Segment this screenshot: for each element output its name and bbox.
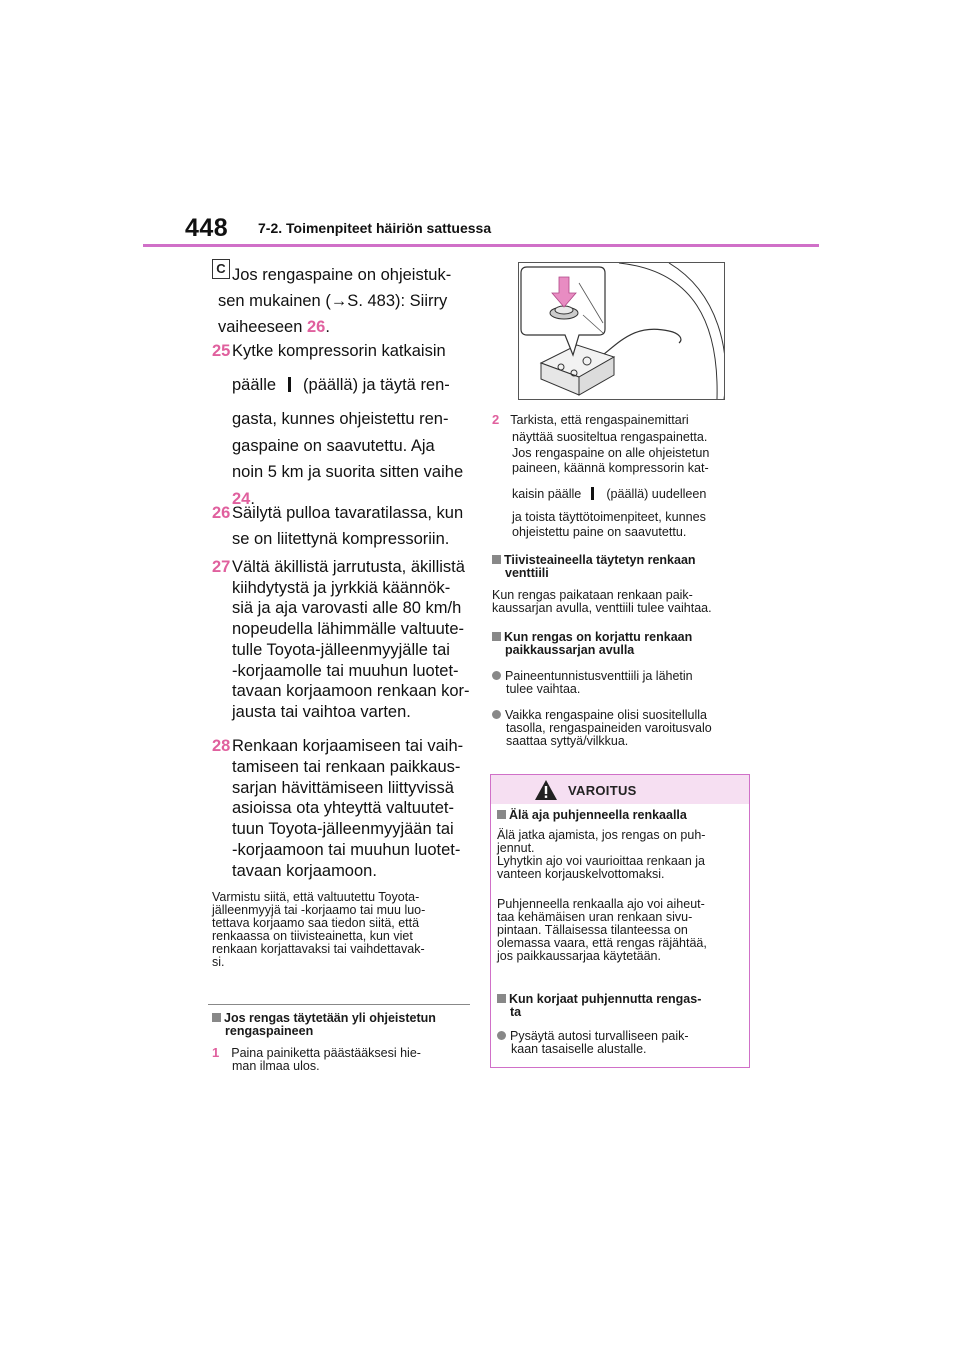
round-bullet-icon [497,1031,506,1040]
valve-text [492,589,754,615]
note-line: jälleenmyyjä tai -korjaamo tai muu luo- [212,903,426,917]
step-25-line: Kytke kompressorin katkaisin [232,342,446,360]
note-line: Varmistu siitä, että valtuutettu Toyota- [212,890,420,904]
step-25-rest-line: gasta, kunnes ohjeistettu ren- [232,410,449,428]
warning-line: vanteen korjauskelvottomaksi. [497,867,665,881]
step-25-rest-line: noin 5 km ja suorita sitten vaihe [232,463,464,481]
warning-line: taa kehämäisen uran renkaan sivu- [497,910,693,924]
round-bullet-icon [492,671,501,680]
warning-heading-1 [497,809,747,822]
square-bullet-icon [492,632,501,641]
step-27-line: siä ja aja varovasti alle 80 km/h [232,599,462,618]
step-25-number: 25 [212,342,231,360]
c-line-2 [218,288,472,314]
square-bullet-icon [497,994,506,1003]
warning-line: Älä jatka ajamista, jos rengas on puh- [497,828,706,842]
warning-paragraph-2 [497,898,749,963]
warning-paragraph-1 [497,829,749,881]
warning-triangle-icon [534,779,558,801]
step-26-number: 26 [212,504,231,522]
repaired-item-line: tulee vaihtaa. [506,682,581,696]
step-26-line: Säilytä pulloa tavaratilassa, kun [232,504,464,522]
warning-heading-1-text: Älä aja puhjenneella renkaalla [509,808,687,822]
step-28-number: 28 [212,737,231,755]
c-line-3 [218,314,472,340]
step-27-line: kiihdytystä ja jyrkkiä käännök- [232,578,451,597]
step-label-c: C [212,259,230,279]
warning-line: jennut. [497,841,535,855]
square-bullet-icon [492,555,501,564]
step-27-line: tavaan korjaamoon renkaan kor- [232,682,470,701]
repaired-item-2 [492,709,754,748]
step-28-line: asioissa ota yhteyttä valtuutet- [232,799,454,818]
note-line: renkaan korjattavaksi tai vaihdettavak- [212,942,425,956]
substep-2-line-5a: kaisin päälle [512,487,582,501]
compressor-drawing [519,263,724,399]
warning-line: jos paikkaussarjaa käytetään. [497,949,661,963]
compressor-illustration [518,262,725,400]
step-27-line: tulle Toyota-jälleenmyyjälle tai [232,640,450,659]
substep-2-line: Tarkista, että rengaspainemittari [510,413,689,427]
substep-2-line: paineen, käännä kompressorin kat- [512,461,709,475]
substep-1-number: 1 [212,1045,220,1060]
valve-heading [492,554,754,580]
valve-text-line: Kun rengas paikataan renkaan paik- [492,588,693,602]
step-27-line: -korjaamolle tai muuhun luotet- [232,661,459,680]
note-line: tettava korjaamo saa tiedon siitä, että [212,916,420,930]
c-end: . [325,318,330,336]
substep-2-line-5b: (päällä) uudelleen [606,487,707,501]
step-25-rest-line: gaspaine on saavutettu. Aja [232,436,435,455]
step-28-line: Renkaan korjaamiseen tai vaih- [232,737,464,755]
step-25-text [232,338,472,364]
step-25-rest [232,406,482,512]
switch-on-icon [591,487,594,500]
overinflation-heading-line: rengaspaineen [225,1024,314,1038]
section-divider [208,1004,470,1005]
step-27-number: 27 [212,558,231,576]
c-line-2-text: sen mukainen (→S. 483): Siirry [218,292,448,310]
substep-2-line: näyttää suositeltua rengaspainetta. [512,430,708,444]
step-28-text [232,733,482,882]
note-line: renkaassa on tiivisteainetta, kun viet [212,929,413,943]
repaired-heading [492,631,754,657]
note-paragraph [212,891,474,969]
step-28-line: -korjaamoon tai muuhun luotet- [232,840,461,859]
substep-2-line-5 [492,486,754,502]
substep-2-line: ohjeistettu paine on saavutettu. [512,525,687,539]
step-26-line: se on liitettynä kompressoriin. [232,530,450,548]
valve-text-line: kaussarjan avulla, venttiili tulee vaihtaa. [492,601,712,615]
c-line-3-text: vaiheeseen [218,318,303,336]
warning-line: Puhjenneella renkaalla ajo voi aiheut- [497,897,705,911]
step-27-line: Vältä äkillistä jarrutusta, äkillistä [232,558,465,576]
valve-heading-line: venttiili [505,566,549,580]
repaired-heading-line: paikkaussarjan avulla [505,643,635,657]
step-25-end: . [250,489,255,508]
valve-heading-line: Tiivisteaineella täytetyn renkaan [504,553,696,567]
step-28-line: sarjan hävittämiseen liittyvissä [232,778,454,797]
step-27-line: jausta tai vaihtoa varten. [232,702,411,721]
substep-2 [492,411,754,540]
note-line: si. [212,955,225,969]
overinflation-heading [212,1012,474,1038]
step-25-line-2 [232,372,472,398]
substep-2-line: ja toista täyttötoimenpiteet, kunnes [512,510,706,524]
warning-line: olemassa vaara, että rengas räjähtää, [497,936,707,950]
warning-item-line: Pysäytä autosi turvalliseen paik- [510,1029,689,1043]
warning-title: VAROITUS [568,783,637,798]
c-line-1: Jos rengaspaine on ohjeistuk- [232,266,452,284]
step-25-line-2b: (päällä) ja täytä ren- [303,376,450,394]
warning-item [497,1030,749,1056]
substep-2-number: 2 [492,412,500,427]
repaired-item-line: tasolla, rengaspaineiden varoitusvalo [506,721,712,735]
substep-2-line: Jos rengaspaine on alle ohjeistetun [512,446,710,460]
warning-item-line: kaan tasaiselle alustalle. [511,1042,647,1056]
repaired-item-line: Paineentunnistusventtiili ja lähetin [505,669,693,683]
step-25-ref: 24 [232,489,251,508]
repaired-heading-line: Kun rengas on korjattu renkaan [504,630,693,644]
substep-1 [212,1046,474,1073]
c-paragraph [218,262,472,340]
round-bullet-icon [492,710,501,719]
substep-1-line: man ilmaa ulos. [232,1059,320,1073]
section-title: 7-2. Toimenpiteet häiriön sattuessa [258,220,492,236]
repaired-item-1 [492,670,754,696]
step-25-line-2a: päälle [232,376,277,394]
step-26-text [232,500,472,552]
square-bullet-icon [212,1013,221,1022]
substep-1-line: Paina painiketta päästääksesi hie- [231,1046,421,1060]
step-27-line: nopeudella lähimmälle valtuute- [232,620,465,639]
warning-heading-2-line: Kun korjaat puhjennutta rengas- [509,992,702,1006]
switch-on-icon [288,377,291,392]
overinflation-heading-line: Jos rengas täytetään yli ohjeistetun [224,1011,436,1025]
page-number: 448 [185,214,229,242]
repaired-item-line: Vaikka rengaspaine olisi suositellulla [505,708,707,722]
step-28-line: tamiseen tai renkaan paikkaus- [232,757,461,776]
header-rule [143,244,819,247]
warning-heading-2 [497,993,749,1019]
warning-heading-2-line: ta [510,1005,522,1019]
warning-line: Lyhytkin ajo voi vaurioittaa renkaan ja [497,854,705,868]
step-28-line: tavaan korjaamoon. [232,861,377,880]
warning-line: pintaan. Tällaisessa tilanteessa on [497,923,688,937]
repaired-item-line: saattaa syttyä/vilkkua. [506,734,629,748]
square-bullet-icon [497,810,506,819]
step-27-text [232,554,482,723]
c-step-ref: 26 [307,318,326,336]
step-28-line: tuun Toyota-jälleenmyyjään tai [232,820,454,839]
